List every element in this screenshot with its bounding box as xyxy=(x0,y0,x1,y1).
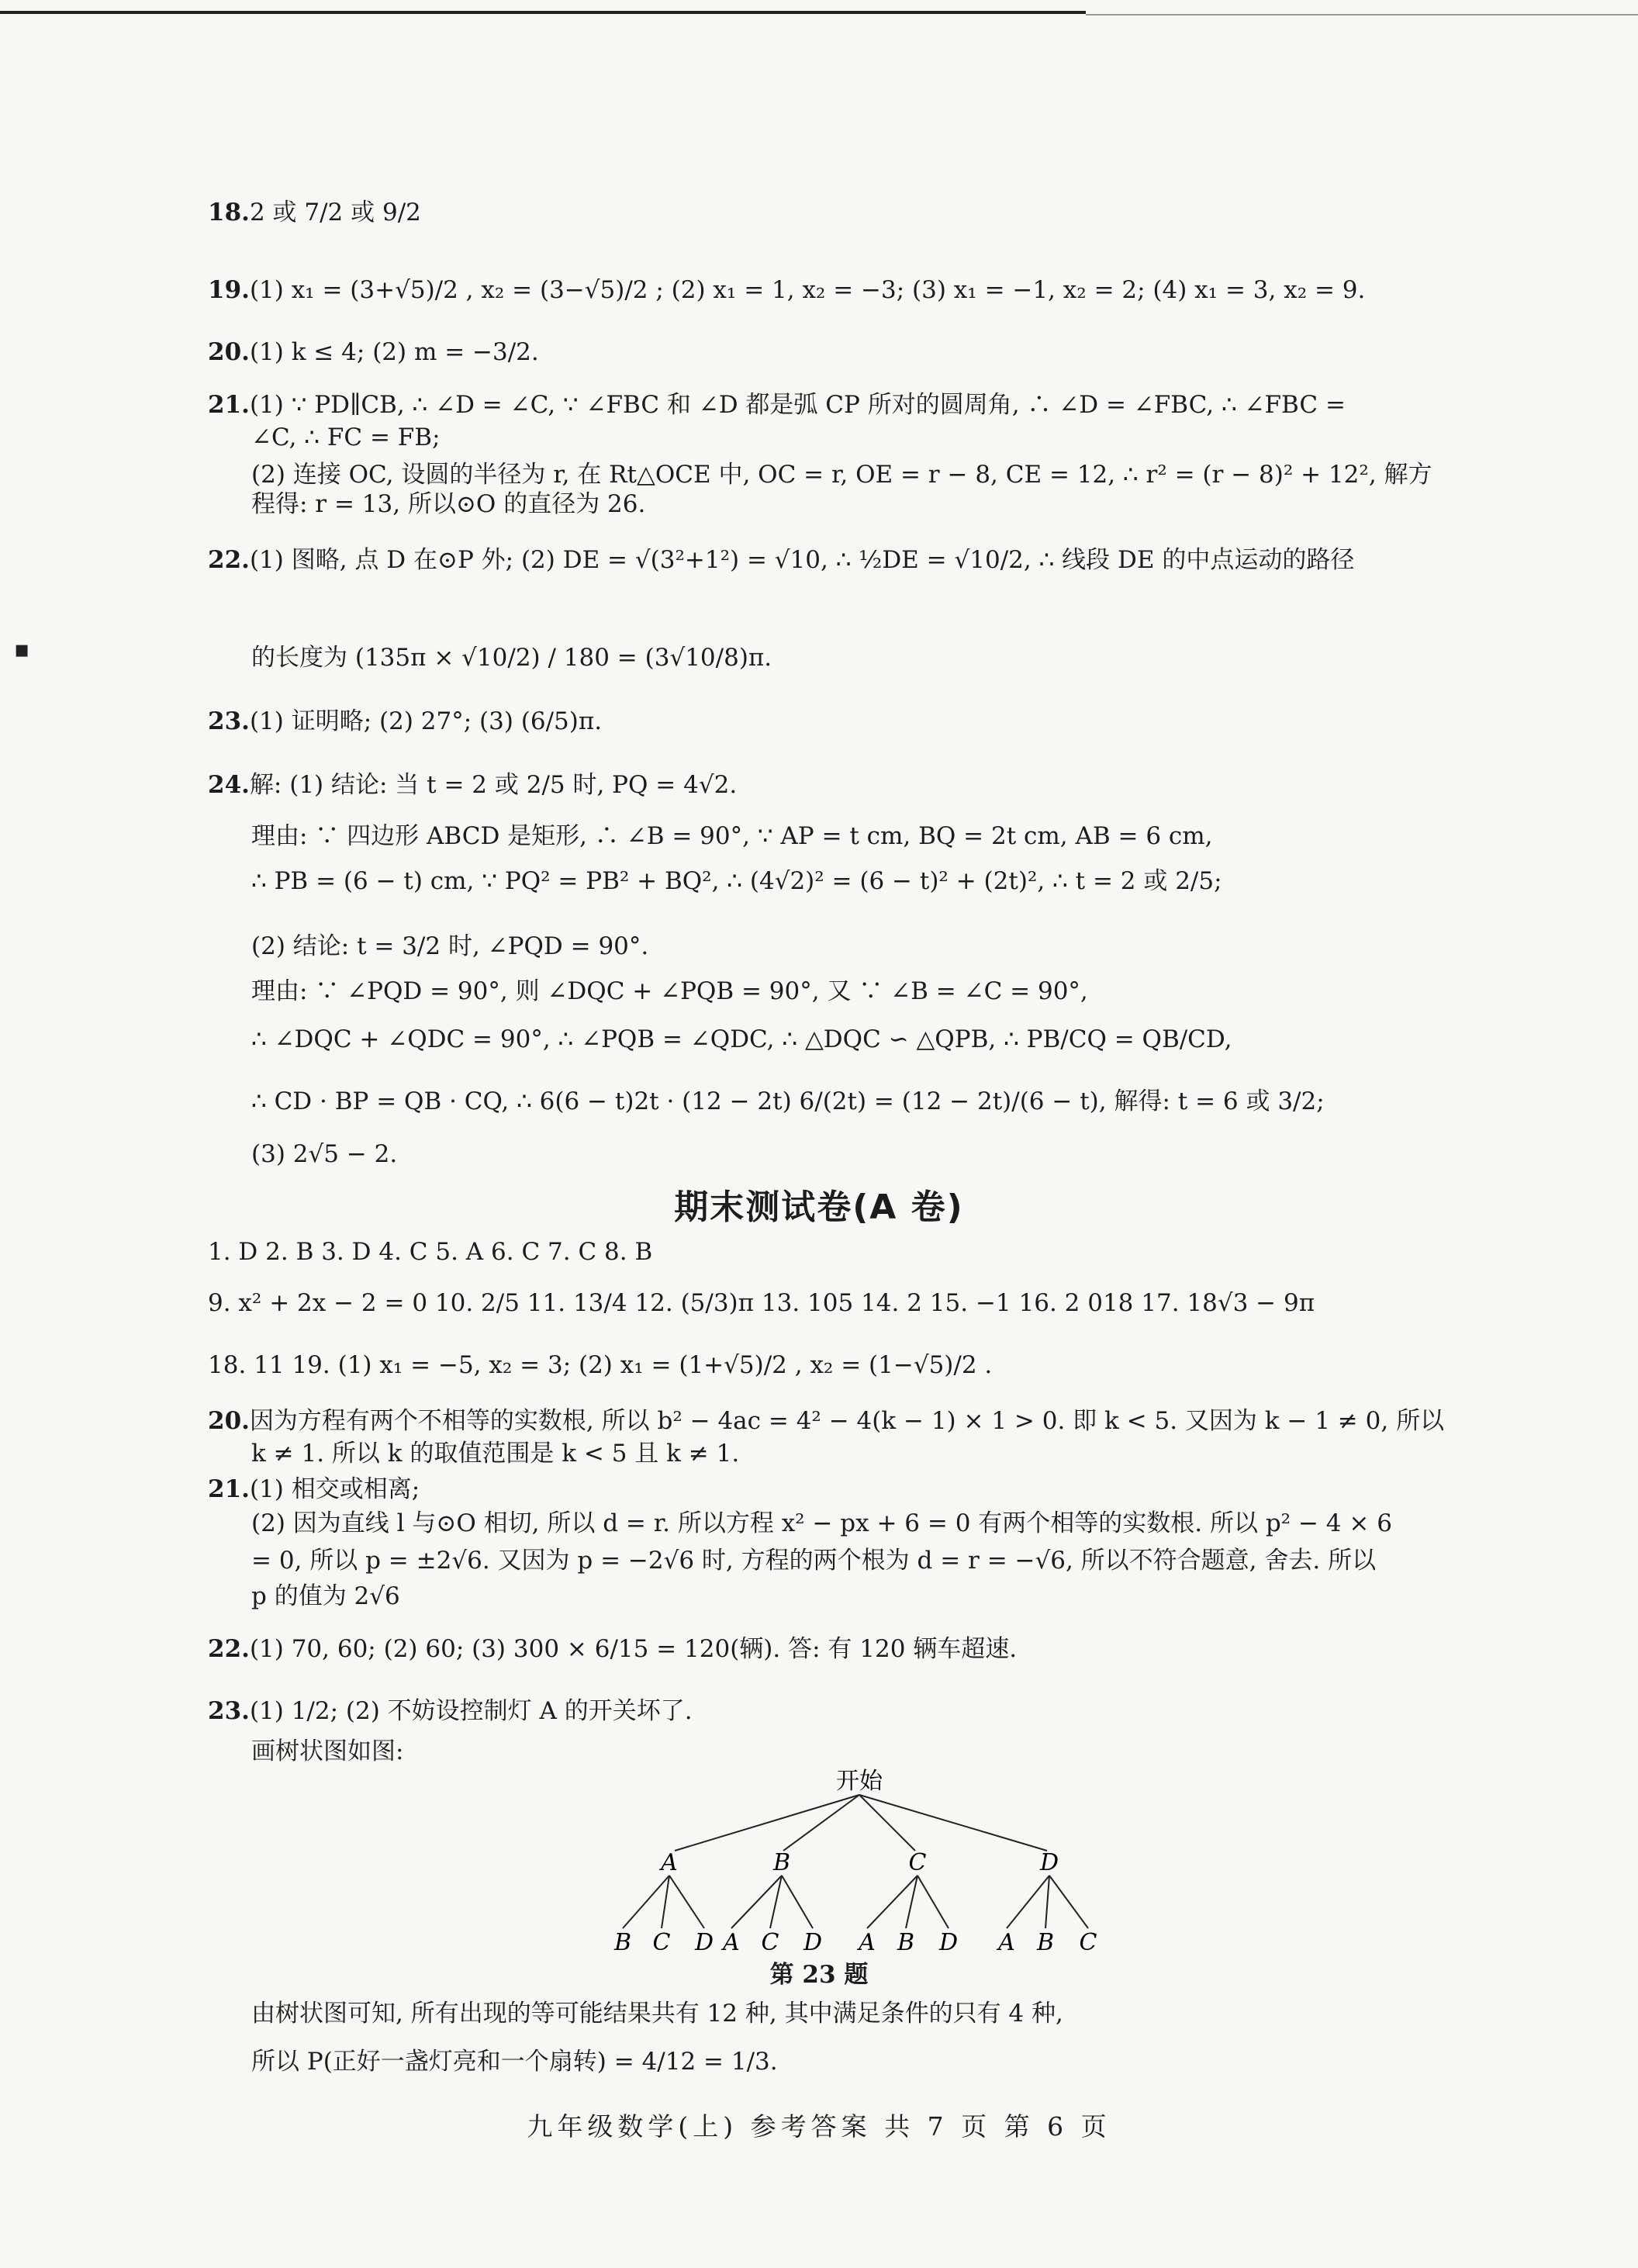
tree-node-d: D xyxy=(1039,1849,1059,1876)
top-rule xyxy=(0,11,1086,14)
answer-21-line2: ∠C, ∴ FC = FB; xyxy=(251,424,441,451)
tree-leaf: D xyxy=(938,1929,959,1956)
tree-node-b: B xyxy=(772,1849,791,1876)
answer-24-line8: (3) 2√5 − 2. xyxy=(251,1140,398,1168)
answer-a-20-line2: k ≠ 1. 所以 k 的取值范围是 k < 5 且 k ≠ 1. xyxy=(251,1440,740,1468)
tree-leaf: B xyxy=(1036,1929,1055,1956)
page-footer: 九年级数学(上) 参考答案 共 7 页 第 6 页 xyxy=(527,2111,1111,2142)
tree-node-a: A xyxy=(661,1849,678,1876)
tree-leaf: A xyxy=(859,1929,876,1956)
answer-23: 23.(1) 证明略; (2) 27°; (3) (6/5)π. xyxy=(208,707,603,735)
tree-leaf: A xyxy=(723,1929,740,1956)
tree-root: 开始 xyxy=(836,1768,883,1795)
answer-19: 19.(1) x₁ = (3+√5)/2 , x₂ = (3−√5)/2 ; (2) x₁ = 1, x₂ = −3; (3) x₁ = −1, x₂ = 2; (4) x₁ = 3, x₂ = 9. xyxy=(208,276,1366,304)
tree-leaf: A xyxy=(998,1929,1015,1956)
answer-24-line7: ∴ CD · BP = QB · CQ, ∴ 6(6 − t)2t · (12 − 2t) 6/(2t) = (12 − 2t)/(6 − t), 解得: t = 6 或 3/2; xyxy=(251,1087,1325,1115)
answer-21-line4: 程得: r = 13, 所以⊙O 的直径为 26. xyxy=(251,490,646,518)
answer-24-line5: 理由: ∵ ∠PQD = 90°, 则 ∠DQC + ∠PQB = 90°, 又 ∵ ∠B = ∠C = 90°, xyxy=(251,977,1088,1005)
answer-a-23-line2: 画树状图如图: xyxy=(251,1737,404,1765)
answer-24-line3: ∴ PB = (6 − t) cm, ∵ PQ² = PB² + BQ², ∴ (4√2)² = (6 − t)² + (2t)², ∴ t = 2 或 2/5; xyxy=(251,867,1222,895)
answer-24-line6: ∴ ∠DQC + ∠QDC = 90°, ∴ ∠PQB = ∠QDC, ∴ △DQC ∽ △QPB, ∴ PB/CQ = QB/CD, xyxy=(251,1025,1232,1053)
margin-mark: ▪ xyxy=(14,636,30,663)
answer-22-line2: 的长度为 (135π × √10/2) / 180 = (3√10/8)π. xyxy=(251,644,772,672)
tree-leaf: D xyxy=(694,1929,714,1956)
answer-a-21-line2: (2) 因为直线 l 与⊙O 相切, 所以 d = r. 所以方程 x² − px + 6 = 0 有两个相等的实数根. 所以 p² − 4 × 6 xyxy=(251,1509,1392,1537)
answer-a-23-line3: 由树状图可知, 所有出现的等可能结果共有 12 种, 其中满足条件的只有 4 种, xyxy=(251,2000,1063,2028)
answer-a-23: 23.(1) 1/2; (2) 不妨设控制灯 A 的开关坏了. xyxy=(208,1697,693,1725)
tree-leaf: C xyxy=(761,1929,779,1956)
answer-a-21-line4: p 的值为 2√6 xyxy=(251,1582,400,1610)
answers-9-17: 9. x² + 2x − 2 = 0 10. 2/5 11. 13/4 12. (5/3)π 13. 105 14. 2 15. −1 16. 2 018 17. 18√3 − 9π xyxy=(208,1289,1315,1317)
answer-22: 22.(1) 图略, 点 D 在⊙P 外; (2) DE = √(3²+1²) = √10, ∴ ½DE = √10/2, ∴ 线段 DE 的中点运动的路径 xyxy=(208,546,1355,574)
answer-a-23-line4: 所以 P(正好一盏灯亮和一个扇转) = 4/12 = 1/3. xyxy=(251,2048,778,2076)
tree-leaf: C xyxy=(1079,1929,1097,1956)
answer-a-21-line3: = 0, 所以 p = ±2√6. 又因为 p = −2√6 时, 方程的两个根为 d = r = −√6, 所以不符合题意, 舍去. 所以 xyxy=(251,1547,1377,1575)
answer-21-line3: (2) 连接 OC, 设圆的半径为 r, 在 Rt△OCE 中, OC = r, OE = r − 8, CE = 12, ∴ r² = (r − 8)² + 12², 解方 xyxy=(251,461,1432,489)
figure-caption: 第 23 题 xyxy=(769,1961,869,1989)
top-rule-thin xyxy=(1086,14,1638,16)
answer-21: 21.(1) ∵ PD∥CB, ∴ ∠D = ∠C, ∵ ∠FBC 和 ∠D 都是弧 CP 所对的圆周角, ∴ ∠D = ∠FBC, ∴ ∠FBC = xyxy=(208,391,1346,419)
answer-a-22: 22.(1) 70, 60; (2) 60; (3) 300 × 6/15 = 120(辆). 答: 有 120 辆车超速. xyxy=(208,1635,1018,1663)
answers-18-19: 18. 11 19. (1) x₁ = −5, x₂ = 3; (2) x₁ = (1+√5)/2 , x₂ = (1−√5)/2 . xyxy=(208,1351,993,1379)
answer-24-line2: 理由: ∵ 四边形 ABCD 是矩形, ∴ ∠B = 90°, ∵ AP = t cm, BQ = 2t cm, AB = 6 cm, xyxy=(251,822,1213,850)
tree-leaf: C xyxy=(652,1929,671,1956)
tree-leaf: B xyxy=(897,1929,915,1956)
section-title: 期末测试卷(A 卷) xyxy=(674,1188,964,1227)
answer-20: 20.(1) k ≤ 4; (2) m = −3/2. xyxy=(208,338,539,366)
tree-leaf: B xyxy=(613,1929,632,1956)
tree-node-c: C xyxy=(908,1849,927,1876)
answer-18: 18.2 或 7/2 或 9/2 xyxy=(208,199,421,226)
answer-a-21: 21.(1) 相交或相离; xyxy=(208,1475,420,1503)
answer-a-20: 20.因为方程有两个不相等的实数根, 所以 b² − 4ac = 4² − 4(k − 1) × 1 > 0. 即 k < 5. 又因为 k − 1 ≠ 0, 所以 xyxy=(208,1407,1445,1435)
answer-24-line4: (2) 结论: t = 3/2 时, ∠PQD = 90°. xyxy=(251,932,649,960)
probability-tree-diagram xyxy=(589,1767,1132,1961)
answer-24: 24.解: (1) 结论: 当 t = 2 或 2/5 时, PQ = 4√2. xyxy=(208,771,738,799)
tree-leaf: D xyxy=(803,1929,823,1956)
answers-1-8: 1. D 2. B 3. D 4. C 5. A 6. C 7. C 8. B xyxy=(208,1238,653,1266)
